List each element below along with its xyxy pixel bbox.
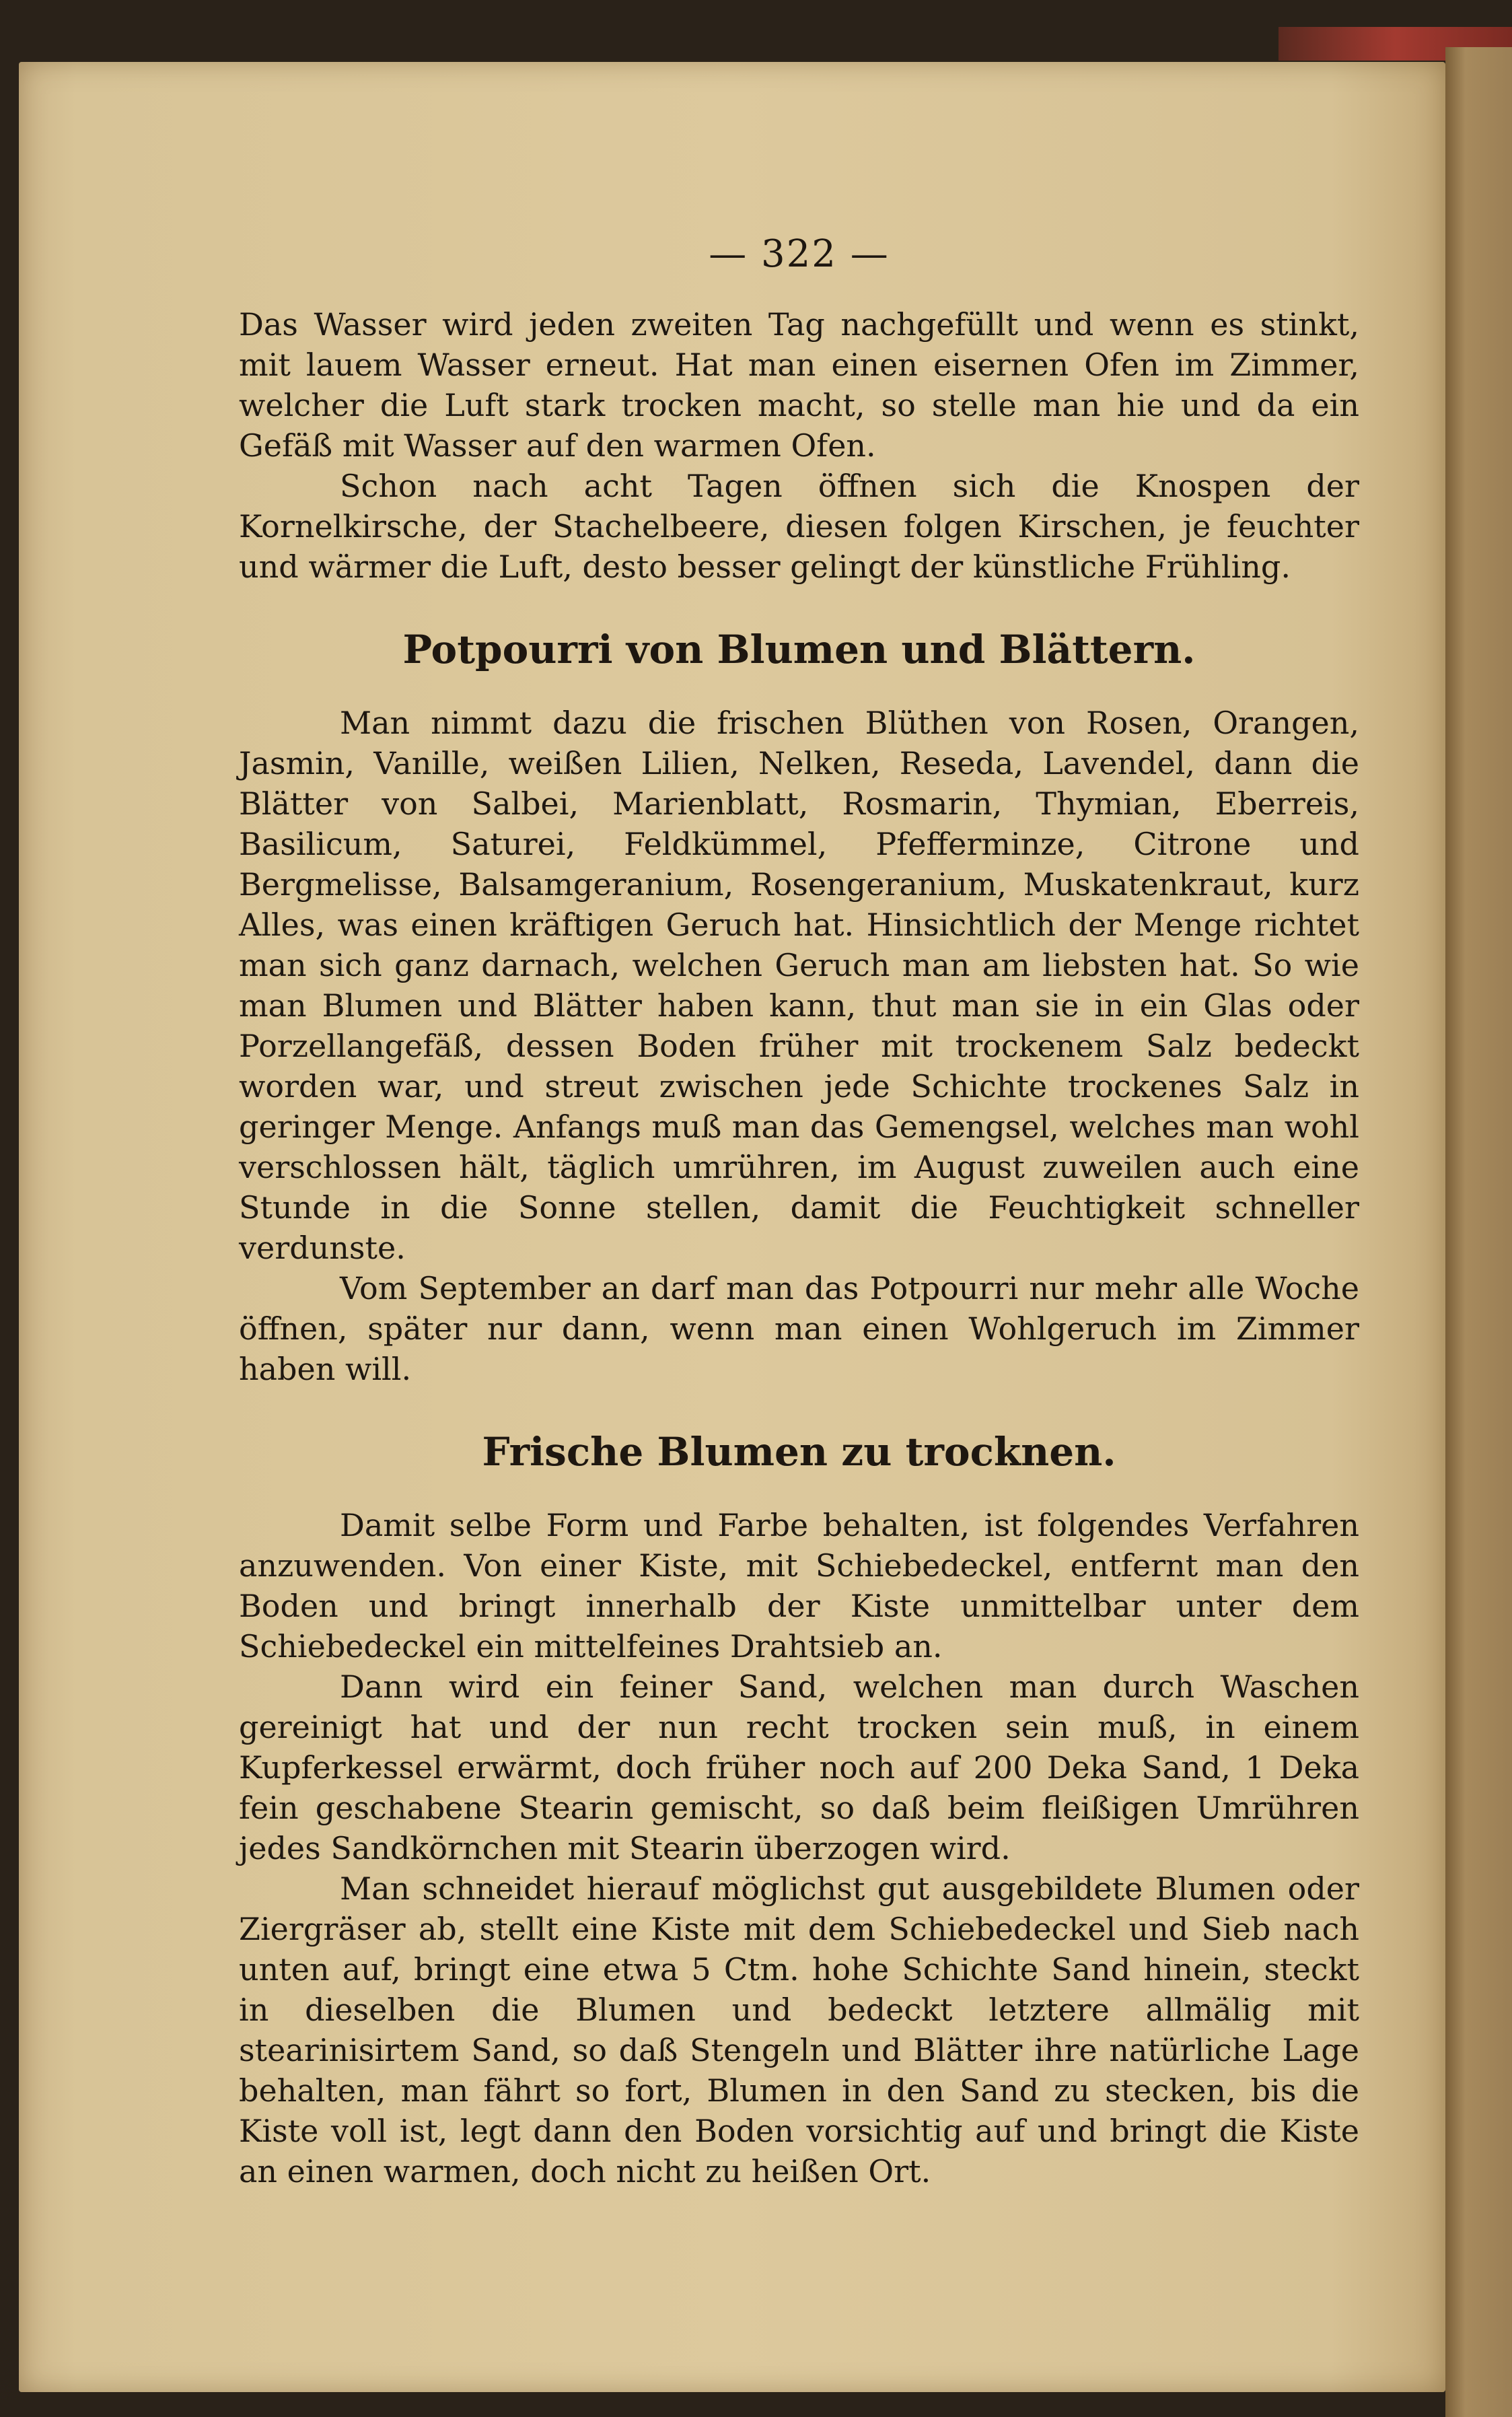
page-text	[239, 232, 1359, 2192]
paragraph-sand-preparation: Dann wird ein feiner Sand, welchen man durch Waschen gereinigt hat und der nun recht trocken sein muß, in einem Kupferkessel erwärmt, doch früher noch auf 200 Deka Sand, 1 Deka fein geschabene Stearin gemischt, so daß beim fleißigen Umrühren jedes Sandkörnchen mit Stearin überzogen wird.	[239, 1669, 1359, 1866]
page-number: — 322 —	[709, 232, 890, 276]
heading-dry-flowers: Frische Blumen zu trocknen.	[482, 1429, 1116, 1475]
paragraph-water: Das Wasser wird jeden zweiten Tag nachgefüllt und wenn es stinkt, mit lauem Wasser erneut. Hat man einen eisernen Ofen im Zimmer, welcher die Luft stark trocken macht, so stelle man hie und da ein Gefäß mit Wasser auf den warmen Ofen.	[239, 306, 1359, 464]
paragraph-potpourri-recipe: Man nimmt dazu die frischen Blüthen von Rosen, Orangen, Jasmin, Vanille, weißen Lilien, Nelken, Reseda, Lavendel, dann die Blätter von Salbei, Marienblatt, Rosmarin, Thymian, Eberreis, Basilicum, Saturei, Feldkümmel, Pfefferminze, Citrone und Bergmelisse, Balsamgeranium, Rosengeranium, Muskatenkraut, kurz Alles, was einen kräftigen Geruch hat. Hinsichtlich der Menge richtet man sich ganz darnach, welchen Geruch man am liebsten hat. So wie man Blumen und Blätter haben kann, thut man sie in ein Glas oder Porzellangefäß, dessen Boden früher mit trockenem Salz bedeckt worden war, und streut zwischen jede Schichte trockenes Salz in geringer Menge. Anfangs muß man das Gemengsel, welches man wohl verschlossen hält, täglich umrühren, im August zuweilen auch eine Stunde in die Sonne stellen, damit die Feuchtigkeit schneller verdunste.	[239, 705, 1359, 1266]
paragraph-drying-method: Man schneidet hierauf möglichst gut ausgebildete Blumen oder Ziergräser ab, stellt eine Kiste mit dem Schiebedeckel und Sieb nach unten auf, bringt eine etwa 5 Ctm. hohe Schichte Sand hinein, steckt in dieselben die Blumen und bedeckt letztere allmälig mit stearinisirtem Sand, so daß Stengeln und Blätter ihre natürliche Lage behalten, man fährt so fort, Blumen in den Sand zu stecken, bis die Kiste voll ist, legt dann den Boden vorsichtig auf und bringt die Kiste an einen warmen, doch nicht zu heißen Ort.	[239, 1870, 1359, 2190]
paragraph-spring: Schon nach acht Tagen öffnen sich die Knospen der Kornelkirsche, der Stachelbeere, diesen folgen Kirschen, je feuchter und wärmer die Luft, desto besser gelingt der künstliche Frühling.	[239, 468, 1359, 585]
next-page-edge	[1445, 47, 1512, 2417]
paragraph-potpourri-september: Vom September an darf man das Potpourri nur mehr alle Woche öffnen, später nur dann, wenn man einen Wohlgeruch im Zimmer haben will.	[239, 1270, 1359, 1387]
heading-potpourri: Potpourri von Blumen und Blättern.	[402, 627, 1196, 672]
paragraph-box-preparation: Damit selbe Form und Farbe behalten, ist folgendes Verfahren anzuwenden. Von einer Kiste, mit Schiebedeckel, entfernt man den Boden und bringt innerhalb der Kiste unmittelbar unter dem Schiebedeckel ein mittelfeines Drahtsieb an.	[239, 1507, 1359, 1665]
